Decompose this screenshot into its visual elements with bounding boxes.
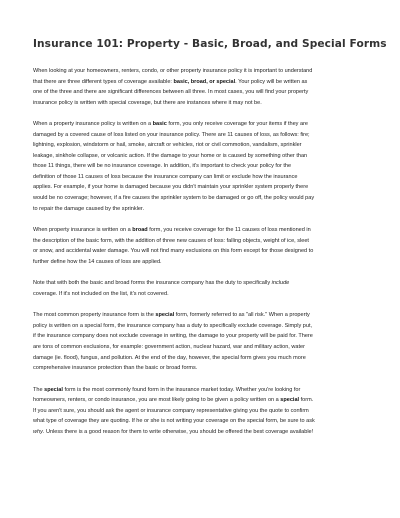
text-run: coverage. If it's not included on the list, it's not covered. [33, 290, 169, 297]
text-line [33, 130, 371, 141]
bold-term: basic, broad, or special [173, 78, 236, 85]
paragraph [33, 385, 371, 438]
text-line [33, 98, 371, 109]
italic-term: why [33, 428, 43, 435]
text-line [33, 363, 371, 374]
text-line [33, 246, 371, 257]
text-run: . Unless there is a good reason for them to write otherwise, you should be offered the best coverage available! [42, 428, 314, 435]
text-line [33, 342, 371, 353]
text-line [33, 385, 371, 396]
text-line [33, 172, 371, 183]
text-run: are tons of common exclusions, for example: government action, nuclear hazard, war and military action, water [33, 344, 305, 351]
document-title: Insurance 101: Property - Basic, Broad, and Special Forms [33, 38, 387, 50]
text-line [33, 353, 371, 364]
text-line [33, 395, 371, 406]
text-run: form, formerly referred to as "all risk." When a property [174, 312, 310, 319]
text-run: if the insurance company does not exclude coverage in writing, the damage to your property will be paid for. There [33, 333, 313, 340]
text-run: If you aren't sure, you should ask the agent or insurance company representative giving you the quote to confirm [33, 407, 309, 414]
text-line [33, 161, 371, 172]
text-line [33, 406, 371, 417]
text-line [33, 278, 371, 289]
text-line [33, 182, 371, 193]
text-run: comprehensive insurance protection than the basic or broad forms. [33, 365, 198, 372]
text-line [33, 257, 371, 268]
text-line [33, 77, 371, 88]
text-line [33, 140, 371, 151]
text-run: When a property insurance policy is written on a [33, 121, 153, 128]
text-line [33, 151, 371, 162]
bold-term: special [280, 397, 300, 404]
paragraph [33, 225, 371, 267]
paragraph [33, 66, 371, 108]
text-run: one of the three and there are significant differences between all three. In most cases, you will find your property [33, 89, 309, 96]
bold-term: special [44, 386, 63, 393]
text-run: applies. For example, if your home is damaged because you didn't maintain your sprinkler system properly there [33, 184, 309, 191]
text-run: The [33, 386, 45, 393]
text-line [33, 204, 371, 215]
text-line [33, 289, 371, 300]
text-run: When looking at your homeowners, renters, condo, or other property insurance policy it is important to understand [33, 68, 313, 74]
text-run: the description of the basic form, with the addition of three new causes of loss: falling objects, weight of ice, sleet [33, 237, 309, 244]
text-run: damage (ie. flood), fungus, and pollution. At the end of the day, however, the special form gives you much more [33, 354, 306, 361]
text-run: Note that with both the basic and broad forms the insurance company has the duty to specifically [33, 280, 272, 287]
text-run: would be no coverage; however, if a fire causes the sprinkler system to be damaged or go off, the policy would pay [33, 195, 315, 202]
text-run: lightning, explosion, windstorm or hail, smoke, aircraft or vehicles, riot or civil commotion, vandalism, sprinkler [33, 142, 302, 149]
text-line [33, 331, 371, 342]
bold-term: basic [152, 121, 167, 128]
text-run: that there are three different types of coverage available: [33, 78, 174, 85]
text-run: leakage, sinkhole collapse, or volcanic action. If the damage to your home or is caused by something other than [33, 152, 308, 159]
text-run: further define how the 14 causes of loss are applied. [33, 258, 162, 265]
text-run: form, you only receive coverage for your items if they are [166, 121, 309, 128]
text-line [33, 119, 371, 130]
text-run: definition of those 11 causes of loss because the insurance company can limit or exclude how the insurance [33, 173, 298, 180]
text-run: insurance policy is written with special coverage, but there are instances where it may not be. [33, 99, 262, 106]
text-run: homeowners, renters, or condo insurance, you are most likely going to be given a policy written on a [33, 397, 281, 404]
text-run: policy is written on a special form, the insurance company has a duty to specifically exclude coverage. Simply put, [33, 322, 313, 329]
bold-term: broad [132, 227, 148, 234]
text-line [33, 427, 371, 438]
document-page [33, 38, 387, 448]
text-run: those 11 things, there will be no insurance coverage. In addition, it's important to check your policy for the [33, 163, 292, 170]
paragraph [33, 278, 371, 299]
text-line [33, 236, 371, 247]
text-run: what type of coverage they are quoting. If he or she is not writing your coverage on the special form, be sure to ask [33, 418, 315, 425]
paragraph [33, 310, 371, 373]
text-line [33, 321, 371, 332]
text-line [33, 66, 371, 77]
text-run: form, you receive coverage for the 11 causes of loss mentioned in [147, 227, 311, 234]
text-run: damaged by a covered cause of loss listed on your insurance policy. There are 11 causes of loss, as follows: fire; [33, 131, 310, 138]
text-run: form is the most commonly found form in the insurance market today. Whether you're looking for [62, 386, 301, 393]
text-line [33, 225, 371, 236]
text-run: to repair the damage caused by the sprinkler. [33, 205, 145, 212]
text-run: or snow, and accidental water damage. You will not find many exclusions on this form except for those designed to [33, 248, 314, 255]
text-line [33, 87, 371, 98]
text-line [33, 193, 371, 204]
text-line [33, 416, 371, 427]
italic-term: include [271, 280, 290, 287]
text-run: When property insurance is written on a [33, 227, 133, 234]
bold-term: special [155, 312, 175, 319]
text-run: form. [299, 397, 314, 404]
text-line [33, 310, 371, 321]
text-run: The most common property insurance form is the [33, 312, 156, 319]
document-body [33, 66, 371, 437]
paragraph [33, 119, 371, 214]
text-run: . Your policy will be written as [235, 78, 308, 85]
